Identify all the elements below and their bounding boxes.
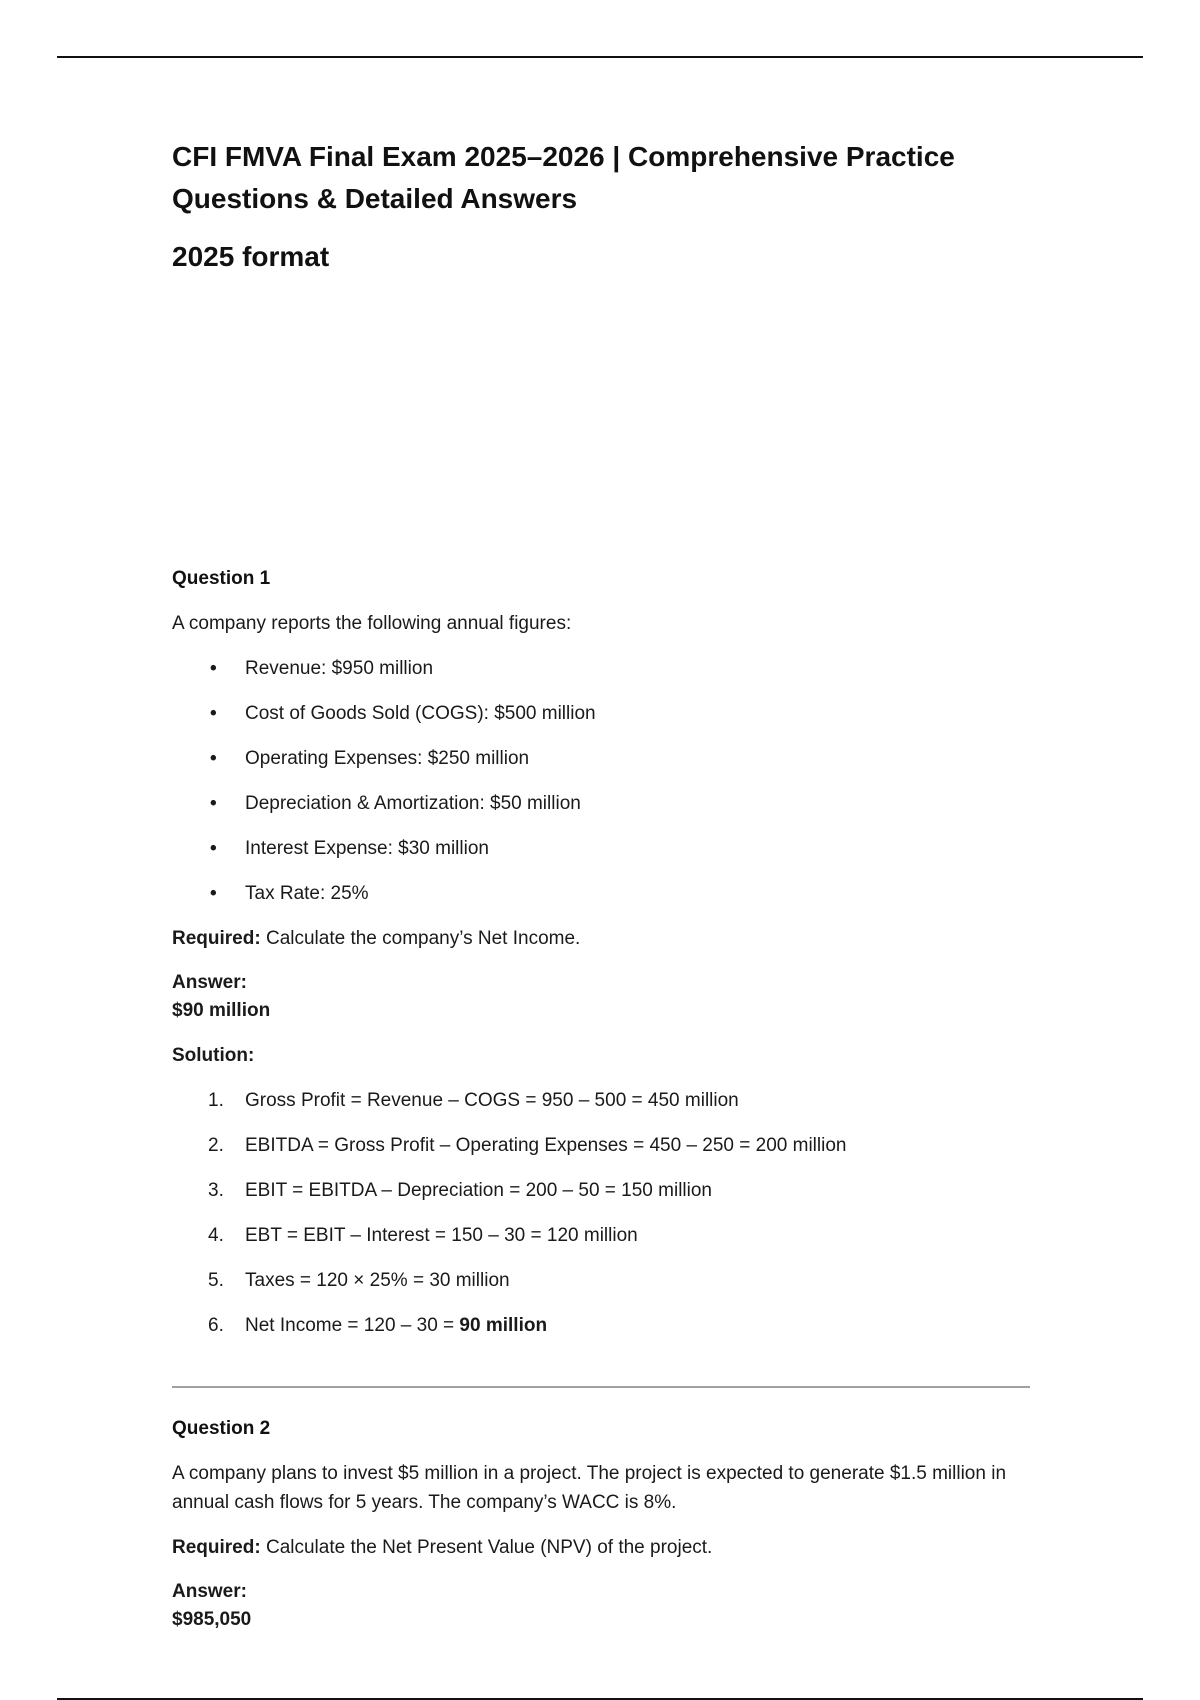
- figure-text: Tax Rate: 25%: [245, 883, 369, 904]
- step-text: Net Income = 120 – 30 =: [245, 1315, 460, 1336]
- top-rule: [57, 56, 1143, 58]
- question-2-heading: Question 2: [172, 1418, 271, 1439]
- figure-text: Operating Expenses: $250 million: [245, 748, 530, 769]
- answer-label: Answer:: [172, 1581, 247, 1602]
- list-item: [172, 879, 1032, 908]
- solution-steps: [172, 1086, 1032, 1340]
- document-header: [172, 136, 1032, 278]
- step-text: EBITDA = Gross Profit – Operating Expenses = 450 – 250 = 200 million: [245, 1135, 847, 1156]
- step-number: 1.: [208, 1090, 224, 1111]
- solution-step: [172, 1131, 1032, 1160]
- step-number: 3.: [208, 1180, 224, 1201]
- bullet-icon: •: [210, 748, 217, 769]
- required-text: Calculate the company’s Net Income.: [260, 928, 581, 949]
- solution-label: Solution:: [172, 1045, 255, 1066]
- solution-step: [172, 1176, 1032, 1205]
- required-text: Calculate the Net Present Value (NPV) of the project.: [260, 1537, 713, 1558]
- list-item: [172, 699, 1032, 728]
- document-title: CFI FMVA Final Exam 2025–2026 | Comprehensive Practice Questions & Detailed Answers: [172, 141, 955, 214]
- figure-text: Depreciation & Amortization: $50 million: [245, 793, 581, 814]
- question-1-intro: A company reports the following annual figures:: [172, 613, 572, 634]
- bullet-icon: •: [210, 793, 217, 814]
- list-item: [172, 744, 1032, 773]
- step-text: Gross Profit = Revenue – COGS = 950 – 500 = 450 million: [245, 1090, 739, 1111]
- solution-step: [172, 1086, 1032, 1115]
- step-bold-text: 90 million: [459, 1315, 548, 1336]
- question-1-answer: [172, 969, 1032, 1025]
- question-2: [172, 1414, 1032, 1650]
- question-1-heading: Question 1: [172, 568, 271, 589]
- list-item: [172, 789, 1032, 818]
- bullet-icon: •: [210, 883, 217, 904]
- step-number: 2.: [208, 1135, 224, 1156]
- document-subtitle: 2025 format: [172, 241, 330, 272]
- figure-text: Interest Expense: $30 million: [245, 838, 489, 859]
- step-text: Taxes = 120 × 25% = 30 million: [245, 1270, 510, 1291]
- answer-value: $90 million: [172, 1000, 271, 1021]
- step-number: 5.: [208, 1270, 224, 1291]
- required-label: Required:: [172, 1537, 261, 1558]
- answer-label: Answer:: [172, 972, 247, 993]
- question-2-body: A company plans to invest $5 million in a project. The project is expected to generate $1.5 million in annual cash flows for 5 years. The company’s WACC is 8%.: [172, 1463, 1007, 1513]
- question-2-required: [172, 1533, 1032, 1562]
- list-item: [172, 834, 1032, 863]
- answer-value: $985,050: [172, 1609, 252, 1630]
- step-number: 4.: [208, 1225, 224, 1246]
- bullet-icon: •: [210, 703, 217, 724]
- question-2-answer: [172, 1578, 1032, 1634]
- step-text: EBT = EBIT – Interest = 150 – 30 = 120 million: [245, 1225, 638, 1246]
- solution-step: [172, 1266, 1032, 1295]
- list-item: [172, 654, 1032, 683]
- bullet-icon: •: [210, 838, 217, 859]
- question-1-figures-list: [172, 654, 1032, 908]
- step-text: EBIT = EBITDA – Depreciation = 200 – 50 = 150 million: [245, 1180, 713, 1201]
- solution-step: [172, 1311, 1032, 1340]
- required-label: Required:: [172, 928, 261, 949]
- question-1-required: [172, 924, 1032, 953]
- section-divider: [172, 1386, 1030, 1388]
- step-number: 6.: [208, 1315, 224, 1336]
- figure-text: Cost of Goods Sold (COGS): $500 million: [245, 703, 596, 724]
- figure-text: Revenue: $950 million: [245, 658, 434, 679]
- solution-step: [172, 1221, 1032, 1250]
- question-1: [172, 564, 1032, 1364]
- bullet-icon: •: [210, 658, 217, 679]
